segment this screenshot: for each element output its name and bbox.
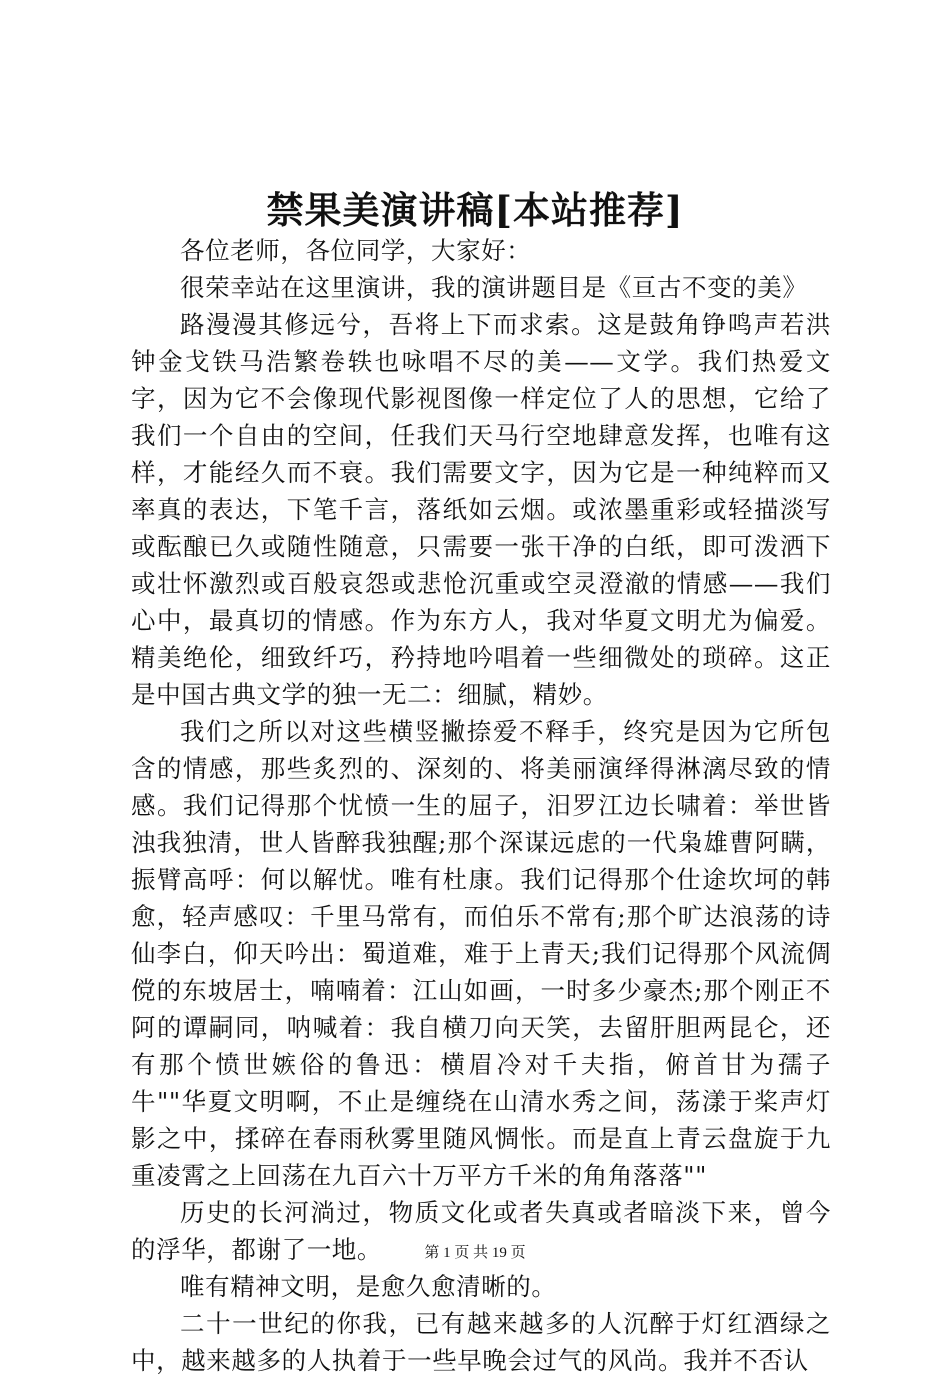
paragraph: 历史的长河淌过，物质文化或者失真或者暗淡下来，曾今的浮华，都谢了一地。: [131, 1198, 831, 1264]
paragraph: 二十一世纪的你我，已有越来越多的人沉醉于灯红酒绿之中，越来越多的人执着于一些早晚会过气的风尚。我并不否认: [131, 1309, 831, 1375]
paragraph: 很荣幸站在这里演讲，我的演讲题目是《亘古不变的美》: [180, 273, 808, 302]
page-number-footer: 第 1 页 共 19 页: [424, 1245, 526, 1261]
paragraph: 路漫漫其修远兮，吾将上下而求索。这是鼓角铮鸣声若洪钟金戈铁马浩繁卷轶也咏唱不尽的美——文学。我们热爱文字，因为它不会像现代影视图像一样定位了人的思想，它给了我们一个自由的空间，任我们天马行空地肆意发挥，也唯有这样，才能经久而不衰。我们需要文字，因为它是一种纯粹而又率真的表达，下笔千言，落纸如云烟。或浓墨重彩或轻描淡写或酝酿已久或随性随意，只需要一张干净的白纸，即可泼洒下或壮怀激烈或百般哀怨或悲怆沉重或空灵澄澈的情感——我们心中，最真切的情感。作为东方人，我对华夏文明尤为偏爱。精美绝伦，细致纤巧，矜持地吟唱着一些细微处的琐碎。这正是中国古典文学的独一无二：细腻，精妙。: [131, 310, 831, 709]
document-title: 禁果美演讲稿[本站推荐]: [266, 188, 684, 232]
paragraph: 唯有精神文明，是愈久愈清晰的。: [180, 1272, 557, 1301]
paragraph: 各位老师，各位同学，大家好：: [180, 236, 532, 265]
paragraph: 我们之所以对这些横竖撇捺爱不释手，终究是因为它所包含的情感，那些炙烈的、深刻的、将美丽演绎得淋漓尽致的情感。我们记得那个忧愤一生的屈子，汨罗江边长啸着：举世皆浊我独清，世人皆醉我独醒;那个深谋远虑的一代枭雄曹阿瞒，振臂高呼：何以解忧。唯有杜康。我们记得那个仕途坎坷的韩愈，轻声感叹：千里马常有，而伯乐不常有;那个旷达浪荡的诗仙李白，仰天吟出：蜀道难，难于上青天;我们记得那个风流倜傥的东坡居士，喃喃着：江山如画，一时多少豪杰;那个刚正不阿的谭嗣同，呐喊着：我自横刀向天笑，去留肝胆两昆仑，还有那个愤世嫉俗的鲁迅：横眉冷对千夫指，俯首甘为孺子牛""华夏文明啊，不止是缠绕在山清水秀之间，荡漾于桨声灯影之中，揉碎在春雨秋雾里随风惆怅。而是直上青云盘旋于九重凌霄之上回荡在九百六十万平方千米的角角落落"": [131, 717, 831, 1190]
document-body: [131, 232, 831, 1379]
